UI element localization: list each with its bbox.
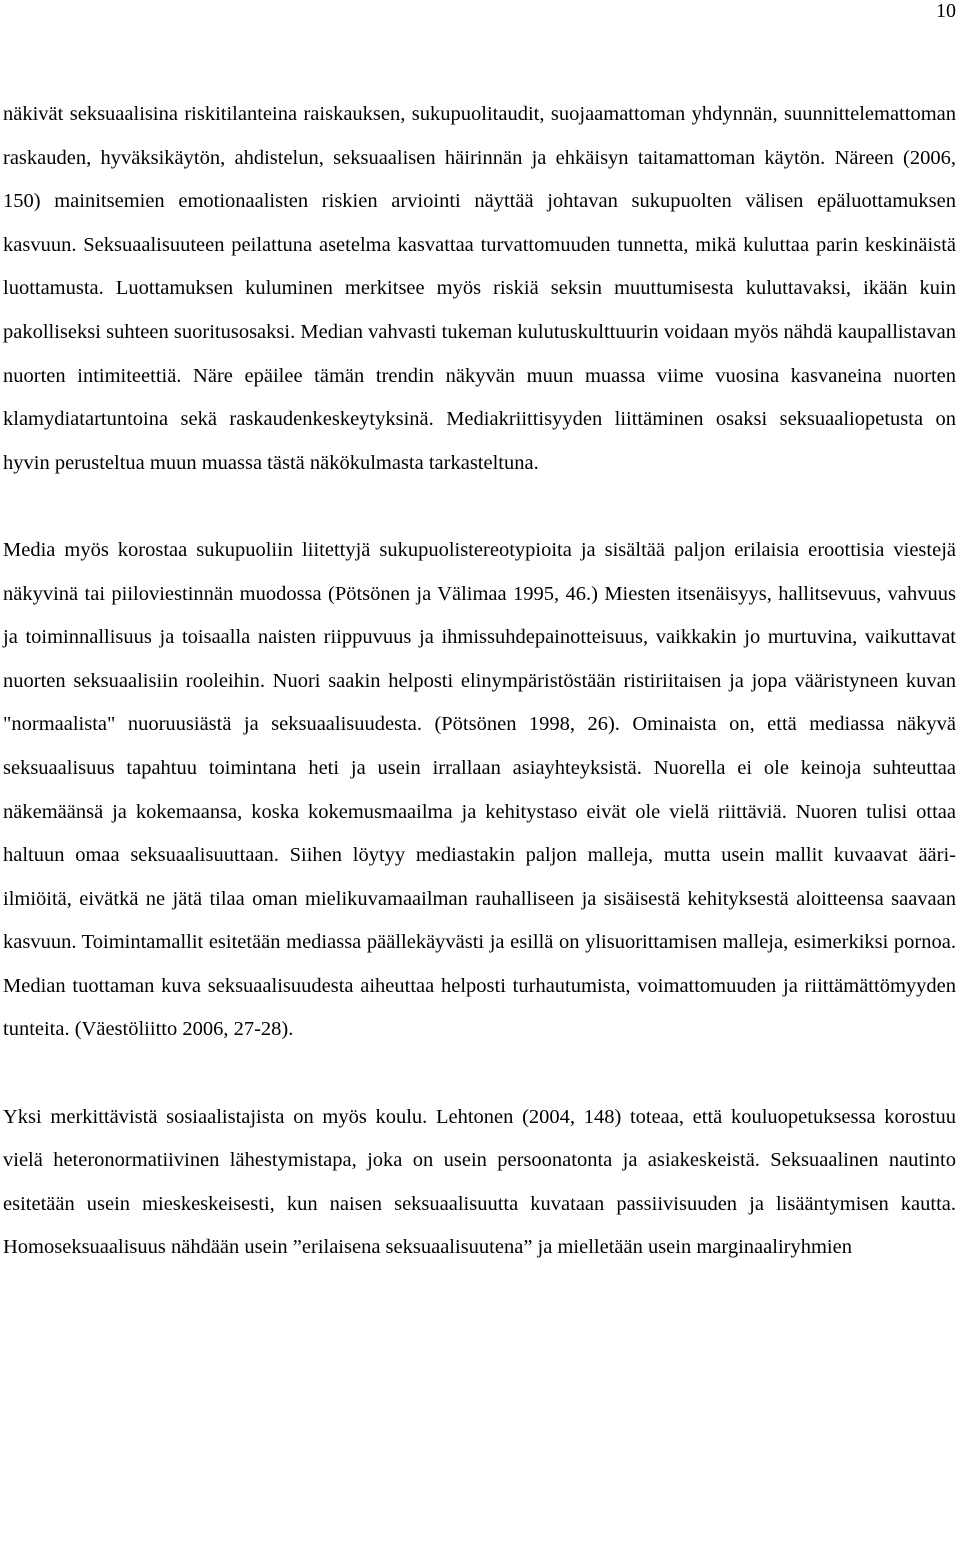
document-body — [3, 93, 956, 1270]
paragraph-school: Yksi merkittävistä sosiaalistajista on myös koulu. Lehtonen (2004, 148) toteaa, että kouluopetuksessa korostuu vielä heteronormatiivinen lähestymistapa, joka on usein persoonatonta ja asiakeskeistä. Seksuaalinen nautinto esitetään usein mieskeskeisesti, kun naisen seksuaalisuutta kuvataan passiivisuuden ja lisääntymisen kautta. Homoseksuaalisuus nähdään usein ”erilaisena seksuaalisuutena” ja mielletään usein marginaaliryhmien — [3, 1105, 956, 1259]
paragraph-media-risks: näkivät seksuaalisina riskitilanteina raiskauksen, sukupuolitaudit, suojaamattoman yhdynnän, suunnittelemattoman raskauden, hyväksikäytön, ahdistelun, seksuaalisen häirinnän ja ehkäisyn taitamattoman käytön. Näreen (2006, 150) mainitsemien emotionaalisten riskien arviointi näyttää johtavan sukupuolten välisen epäluottamuksen kasvuun. Seksuaalisuuteen peilattuna asetelma kasvattaa turvattomuuden tunnetta, mikä kuluttaa parin keskinäistä luottamusta. Luottamuksen kuluminen merkitsee myös riskiä seksin muuttumisesta kuluttavaksi, ikään kuin pakolliseksi suhteen suoritusosaksi. Median vahvasti tukeman kulutuskulttuurin voidaan myös nähdä kaupallistavan nuorten intimiteettiä. Näre epäilee tämän trendin näkyvän muun muassa viime vuosina kasvaneina nuorten klamydiatartuntoina sekä raskaudenkeskeytyksinä. Mediakriittisyyden liittäminen osaksi seksuaaliopetusta on hyvin perusteltua muun muassa tästä näkökulmasta tarkasteltuna. — [3, 103, 956, 474]
paragraph-media-stereotypes: Media myös korostaa sukupuoliin liitettyjä sukupuolistereotypioita ja sisältää paljon erilaisia eroottisia viestejä näkyvinä tai piiloviestinnän muodossa (Pötsönen ja Välimaa 1995, 46.) Miesten itsenäisyys, hallitsevuus, vahvuus ja toiminnallisuus ja toisaalla naisten riippuvuus ja ihmissuhdepainotteisuus, vaikkakin jo murtuvina, vaikuttavat nuorten seksuaalisiin rooleihin. Nuori saakin helposti elinympäristöstään ristiriitaisen ja jopa vääristyneen kuvan "normaalista" nuoruusiästä ja seksuaalisuudesta. (Pötsönen 1998, 26). Ominaista on, että mediassa näkyvä seksuaalisuus tapahtuu toimintana heti ja usein irrallaan asiayhteyksistä. Nuorella ei ole keinoja suhteuttaa näkemäänsä ja kokemaansa, koska kokemusmaailma ja kehitystaso eivät ole vielä riittäviä. Nuoren tulisi ottaa haltuun omaa seksuaalisuuttaan. Siihen löytyy mediastakin paljon malleja, mutta usein mallit kuvaavat ääri-ilmiöitä, eivätkä ne jätä tilaa oman mielikuvamaailman rauhalliseen ja sisäisestä kehityksestä aloitteensa saavaan kasvuun. Toimintamallit esitetään mediassa päällekäyvästi ja esillä on ylisuorittamisen malleja, esimerkiksi pornoa. Median tuottaman kuva seksuaalisuudesta aiheuttaa helposti turhautumista, voimattomuuden ja riittämättömyyden tunteita. (Väestöliitto 2006, 27-28). — [3, 538, 956, 1041]
page-number: 10 — [936, 0, 956, 22]
